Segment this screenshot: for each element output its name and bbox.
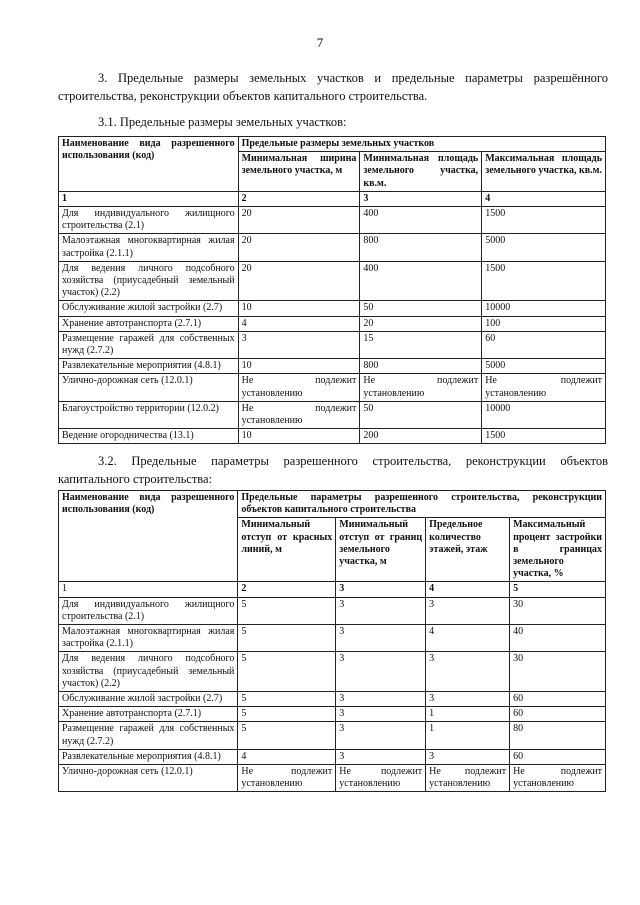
table1-col-num: 3 — [360, 191, 482, 206]
red-line-setback-value: 5 — [238, 692, 336, 707]
land-plot-size-table — [58, 136, 606, 444]
red-line-setback-value: 5 — [238, 722, 336, 749]
table2-header-group: Предельные параметры разрешенного строительства, реконструкции объектов капитального строительства — [238, 491, 606, 518]
section-3-title: 3. Предельные размеры земельных участков и предельные параметры разрешённого строительства, реконструкции объектов капитального строительства. — [58, 71, 608, 103]
table2-col-num: 1 — [59, 582, 238, 597]
coverage-value: 30 — [510, 597, 606, 624]
table-row — [59, 707, 606, 722]
table2-header-red-lines: Минимальный отступ от красных линий, м — [238, 518, 336, 582]
land-use-name: Хранение автотранспорта (2.7.1) — [59, 707, 238, 722]
page-number: 7 — [316, 35, 324, 50]
land-use-name: Для индивидуального жилищного строительства (2.1) — [59, 207, 239, 234]
min-area-value: 15 — [360, 331, 482, 358]
coverage-value: 60 — [510, 707, 606, 722]
coverage-value: 40 — [510, 625, 606, 652]
max-area-value: 10000 — [482, 301, 606, 316]
max-area-value: 1500 — [482, 261, 606, 301]
min-width-value: Не подлежит установлению — [238, 401, 360, 428]
table1-header-min-area: Минимальная площадь земельного участка, кв.м. — [360, 152, 482, 192]
min-area-value: 20 — [360, 316, 482, 331]
land-use-name: Обслуживание жилой застройки (2.7) — [59, 692, 238, 707]
min-area-value: 800 — [360, 359, 482, 374]
coverage-value: 60 — [510, 692, 606, 707]
table-row — [59, 261, 606, 301]
section-3-1-title: 3.1. Предельные размеры земельных участков: — [98, 115, 347, 129]
table-row — [59, 625, 606, 652]
border-setback-value: 3 — [336, 597, 426, 624]
coverage-value: Не подлежит установлению — [510, 765, 606, 792]
max-area-value: 1500 — [482, 207, 606, 234]
min-width-value: 20 — [238, 261, 360, 301]
min-area-value: 50 — [360, 401, 482, 428]
min-width-value: Не подлежит установлению — [238, 374, 360, 401]
max-area-value: 100 — [482, 316, 606, 331]
land-use-name: Для ведения личного подсобного хозяйства (приусадебный земельный участок) (2.2) — [59, 261, 239, 301]
max-area-value: Не подлежит установлению — [482, 374, 606, 401]
min-area-value: 400 — [360, 207, 482, 234]
red-line-setback-value: 5 — [238, 652, 336, 692]
coverage-value: 80 — [510, 722, 606, 749]
floors-value: 3 — [426, 652, 510, 692]
table-row — [59, 374, 606, 401]
floors-value: 3 — [426, 749, 510, 764]
land-use-name: Для индивидуального жилищного строительства (2.1) — [59, 597, 238, 624]
table-row — [59, 692, 606, 707]
min-area-value: 800 — [360, 234, 482, 261]
border-setback-value: 3 — [336, 692, 426, 707]
min-area-value: 50 — [360, 301, 482, 316]
table2-col-num: 5 — [510, 582, 606, 597]
table-row — [59, 316, 606, 331]
table-row — [59, 749, 606, 764]
table2-header-percent: Максимальный процент застройки в границах земельного участка, % — [510, 518, 606, 582]
land-use-name: Улично-дорожная сеть (12.0.1) — [59, 765, 238, 792]
table-row — [59, 359, 606, 374]
red-line-setback-value: 5 — [238, 625, 336, 652]
table1-header-group: Предельные размеры земельных участков — [238, 137, 605, 152]
table1-header-max-area: Максимальная площадь земельного участка, кв.м. — [482, 152, 606, 192]
land-use-name: Размещение гаражей для собственных нужд (2.7.2) — [59, 331, 239, 358]
min-width-value: 3 — [238, 331, 360, 358]
table-row — [59, 301, 606, 316]
land-use-name: Хранение автотранспорта (2.7.1) — [59, 316, 239, 331]
floors-value: Не подлежит установлению — [426, 765, 510, 792]
land-use-name: Для ведения личного подсобного хозяйства (приусадебный земельный участок) (2.2) — [59, 652, 238, 692]
floors-value: 3 — [426, 597, 510, 624]
floors-value: 4 — [426, 625, 510, 652]
max-area-value: 5000 — [482, 359, 606, 374]
max-area-value: 60 — [482, 331, 606, 358]
land-use-name: Развлекательные мероприятия (4.8.1) — [59, 749, 238, 764]
land-use-name: Развлекательные мероприятия (4.8.1) — [59, 359, 239, 374]
max-area-value: 10000 — [482, 401, 606, 428]
floors-value: 3 — [426, 692, 510, 707]
border-setback-value: 3 — [336, 749, 426, 764]
land-use-name: Улично-дорожная сеть (12.0.1) — [59, 374, 239, 401]
table-row — [59, 597, 606, 624]
table2-header-floors: Предельное количество этажей, этаж — [426, 518, 510, 582]
land-use-name: Обслуживание жилой застройки (2.7) — [59, 301, 239, 316]
table-row — [59, 331, 606, 358]
red-line-setback-value: 4 — [238, 749, 336, 764]
min-width-value: 10 — [238, 301, 360, 316]
table1-header-name: Наименование вида разрешенного использования (код) — [59, 137, 239, 192]
red-line-setback-value: 5 — [238, 597, 336, 624]
min-area-value: 400 — [360, 261, 482, 301]
land-use-name: Малоэтажная многоквартирная жилая застройка (2.1.1) — [59, 234, 239, 261]
land-use-name: Благоустройство территории (12.0.2) — [59, 401, 239, 428]
table1-col-num: 4 — [482, 191, 606, 206]
table2-col-num: 2 — [238, 582, 336, 597]
coverage-value: 60 — [510, 749, 606, 764]
min-area-value: 200 — [360, 429, 482, 444]
min-width-value: 20 — [238, 234, 360, 261]
land-use-name: Размещение гаражей для собственных нужд (2.7.2) — [59, 722, 238, 749]
table1-col-num: 2 — [238, 191, 360, 206]
min-area-value: Не подлежит установлению — [360, 374, 482, 401]
table-row — [59, 207, 606, 234]
min-width-value: 20 — [238, 207, 360, 234]
table2-header-border: Минимальный отступ от границ земельного участка, м — [336, 518, 426, 582]
border-setback-value: 3 — [336, 625, 426, 652]
land-use-name: Ведение огородничества (13.1) — [59, 429, 239, 444]
coverage-value: 30 — [510, 652, 606, 692]
border-setback-value: 3 — [336, 652, 426, 692]
max-area-value: 5000 — [482, 234, 606, 261]
border-setback-value: 3 — [336, 707, 426, 722]
min-width-value: 10 — [238, 429, 360, 444]
min-width-value: 4 — [238, 316, 360, 331]
table-row — [59, 429, 606, 444]
table-row — [59, 722, 606, 749]
red-line-setback-value: 5 — [238, 707, 336, 722]
border-setback-value: Не подлежит установлению — [336, 765, 426, 792]
table-row — [59, 652, 606, 692]
table2-col-num: 3 — [336, 582, 426, 597]
table-row — [59, 401, 606, 428]
border-setback-value: 3 — [336, 722, 426, 749]
table-row — [59, 765, 606, 792]
construction-params-table — [58, 490, 606, 792]
land-use-name: Малоэтажная многоквартирная жилая застройка (2.1.1) — [59, 625, 238, 652]
floors-value: 1 — [426, 722, 510, 749]
red-line-setback-value: Не подлежит установлению — [238, 765, 336, 792]
section-3-2-title: 3.2. Предельные параметры разрешенного строительства, реконструкции объектов капитального строительства: — [58, 454, 608, 486]
min-width-value: 10 — [238, 359, 360, 374]
table1-header-width: Минимальная ширина земельного участка, м — [238, 152, 360, 192]
floors-value: 1 — [426, 707, 510, 722]
table2-col-num: 4 — [426, 582, 510, 597]
max-area-value: 1500 — [482, 429, 606, 444]
table-row — [59, 234, 606, 261]
table2-header-name: Наименование вида разрешенного использования (код) — [59, 491, 238, 582]
table1-col-num: 1 — [59, 191, 239, 206]
